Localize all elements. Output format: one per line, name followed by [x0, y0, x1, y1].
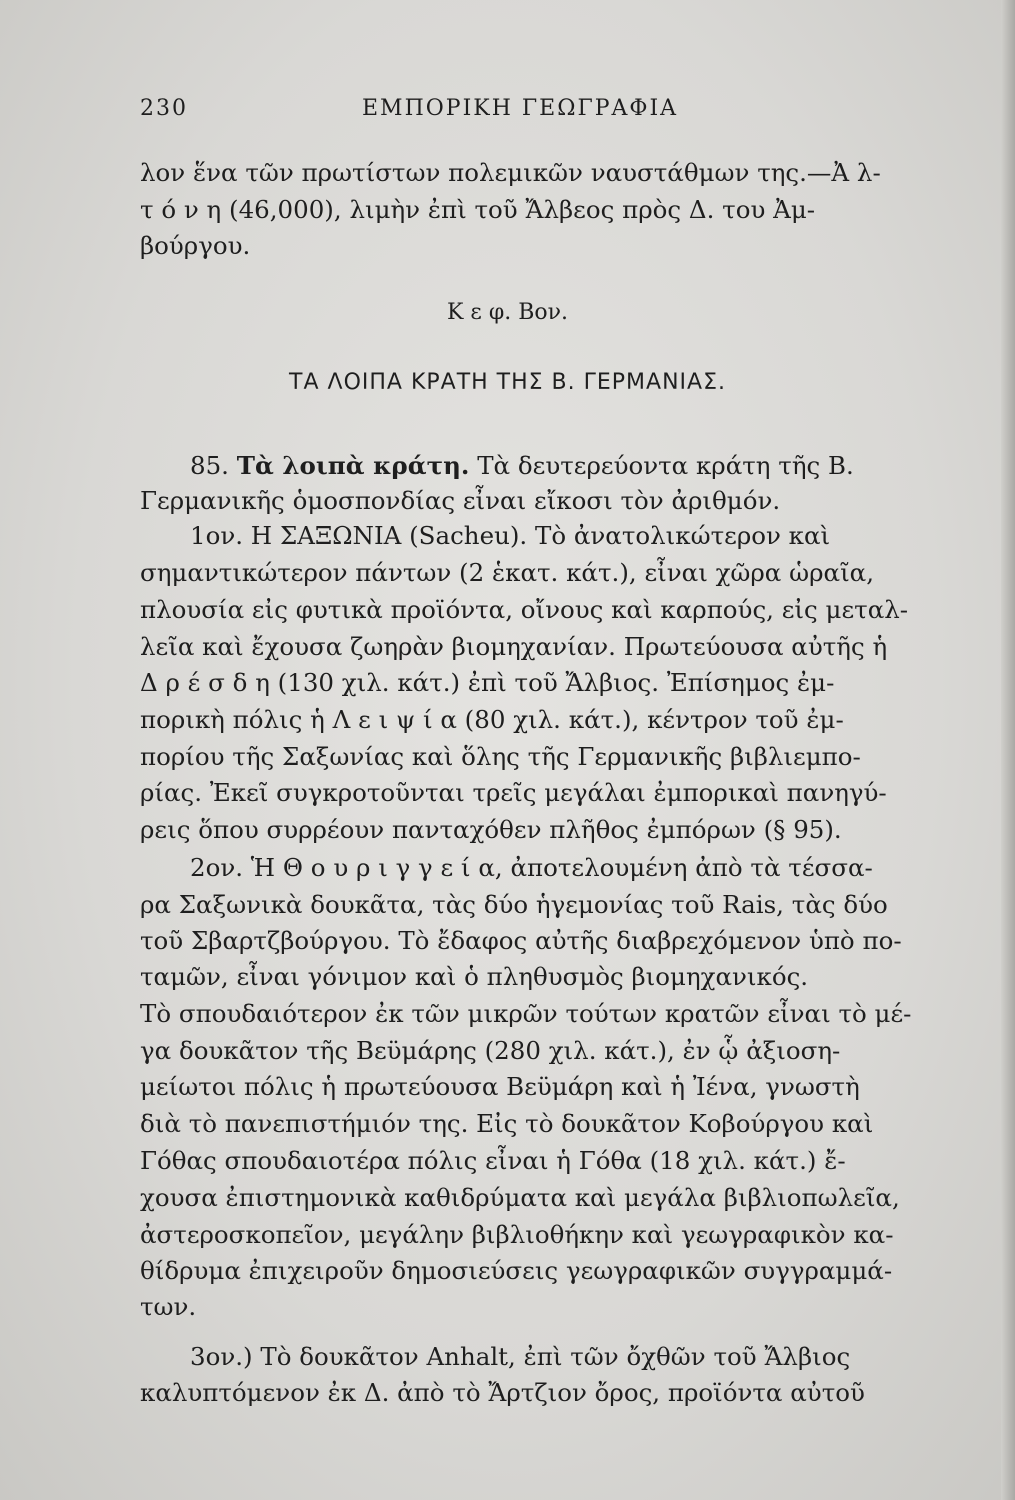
section-heading: ΤΑ ΛΟΙΠΑ ΚΡΑΤΗ ΤΗΣ Β. ΓΕΡΜΑΝΙΑΣ. — [289, 370, 726, 395]
paragraph-text: Τὰ δευτερεύοντα κράτη τῆς Β. — [477, 451, 854, 480]
page-number: 230 — [140, 96, 188, 121]
text-line: ἀστεροσκοπεῖον, μεγάλην βιβλιοθήκην καὶ γεωγραφικὸν κα- — [140, 1220, 894, 1249]
page-edge — [1001, 0, 1015, 1500]
chapter-heading: Κ ε φ. Βον. — [447, 300, 568, 325]
text-line: πορίου τῆς Σαξωνίας καὶ ὅλης τῆς Γερμανικῆς βιβλιεμπο- — [140, 742, 861, 771]
text-line: ρα Σαξωνικὰ δουκᾶτα, τὰς δύο ἡγεμονίας τοῦ Rais, τὰς δύο — [140, 890, 888, 919]
text-line: Τὸ σπουδαιότερον ἐκ τῶν μικρῶν τούτων κρατῶν εἶναι τὸ μέ- — [140, 999, 912, 1028]
text-line: πλουσία εἰς φυτικὰ προϊόντα, οἴνους καὶ καρπούς, εἰς μεταλ- — [140, 595, 909, 624]
text-line: 2ον. Ἡ Θ ο υ ρ ι γ γ ε ί α, ἀποτελουμένη ἀπὸ τὰ τέσσα- — [190, 853, 873, 882]
text-line: τ ό ν η (46,000), λιμὴν ἐπὶ τοῦ Ἄλβεος πρὸς Δ. του Ἀμ- — [140, 195, 816, 224]
text-line: λον ἕνα τῶν πρωτίστων πολεμικῶν ναυστάθμων της.—Ἀ λ- — [140, 158, 881, 187]
text-line: των. — [140, 1292, 197, 1321]
text-line: μείωτοι πόλις ἡ πρωτεύουσα Βεϋμάρη καὶ ἡ Ἰένα, γνωστὴ — [140, 1072, 860, 1101]
text-line: πορικὴ πόλις ἡ Λ ε ι ψ ί α (80 χιλ. κάτ.), κέντρον τοῦ ἐμ- — [140, 705, 844, 734]
text-line: Δ ρ έ σ δ η (130 χιλ. κάτ.) ἐπὶ τοῦ Ἄλβιος. Ἐπίσημος ἐμ- — [140, 668, 835, 697]
text-line: σημαντικώτερον πάντων (2 ἑκατ. κάτ.), εἶναι χῶρα ὡραῖα, — [140, 558, 875, 587]
text-line: χουσα ἐπιστημονικὰ καθιδρύματα καὶ μεγάλα βιβλιοπωλεῖα, — [140, 1183, 900, 1212]
text-line: Γόθας σπουδαιοτέρα πόλις εἶναι ἡ Γόθα (18 χιλ. κάτ.) ἔ- — [140, 1146, 846, 1175]
text-line: τοῦ Σβαρτζβούργου. Τὸ ἔδαφος αὐτῆς διαβρεχόμενον ὑπὸ πο- — [140, 926, 902, 955]
running-head — [140, 96, 930, 128]
paragraph-title: Τὰ λοιπὰ κράτη. — [236, 451, 470, 480]
text-line: 1ον. Η ΣΑΞΩΝΙΑ (Sacheu). Τὸ ἀνατολικώτερον καὶ — [190, 521, 831, 550]
text-line: ρεις ὅπου συρρέουν πανταχόθεν πλῆθος ἐμπόρων (§ 95). — [140, 815, 842, 844]
text-line: διὰ τὸ πανεπιστήμιόν της. Εἰς τὸ δουκᾶτον Κοβούργου καὶ — [140, 1109, 874, 1138]
text-line: Γερμανικῆς ὁμοσπονδίας εἶναι εἴκοσι τὸν ἀριθμόν. — [140, 486, 781, 515]
text-line: βούργου. — [140, 231, 251, 260]
text-line: ταμῶν, εἶναι γόνιμον καὶ ὁ πληθυσμὸς βιομηχανικός. — [140, 962, 809, 991]
running-title: ΕΜΠΟΡΙΚΗ ΓΕΩΓΡΑΦΙΑ — [362, 96, 679, 121]
paragraph-number: 85. — [190, 451, 229, 480]
text-line: καλυπτόμενον ἐκ Δ. ἀπὸ τὸ Ἄρτζιον ὄρος, προϊόντα αὐτοῦ — [140, 1378, 865, 1407]
paragraph-85-line — [190, 451, 990, 481]
text-line: θίδρυμα ἐπιχειροῦν δημοσιεύσεις γεωγραφικῶν συγγραμμά- — [140, 1256, 893, 1285]
text-line: λεῖα καὶ ἔχουσα ζωηρὰν βιομηχανίαν. Πρωτεύουσα αὐτῆς ἡ — [140, 632, 888, 661]
text-line: γα δουκᾶτον τῆς Βεϋμάρης (280 χιλ. κάτ.), ἐν ᾧ ἀξιοση- — [140, 1036, 841, 1065]
text-line: ρίας. Ἐκεῖ συγκροτοῦνται τρεῖς μεγάλαι ἐμπορικαὶ πανηγύ- — [140, 778, 887, 807]
text-line: 3ον.) Τὸ δουκᾶτον Anhalt, ἐπὶ τῶν ὄχθῶν τοῦ Ἄλβιος — [190, 1342, 851, 1371]
